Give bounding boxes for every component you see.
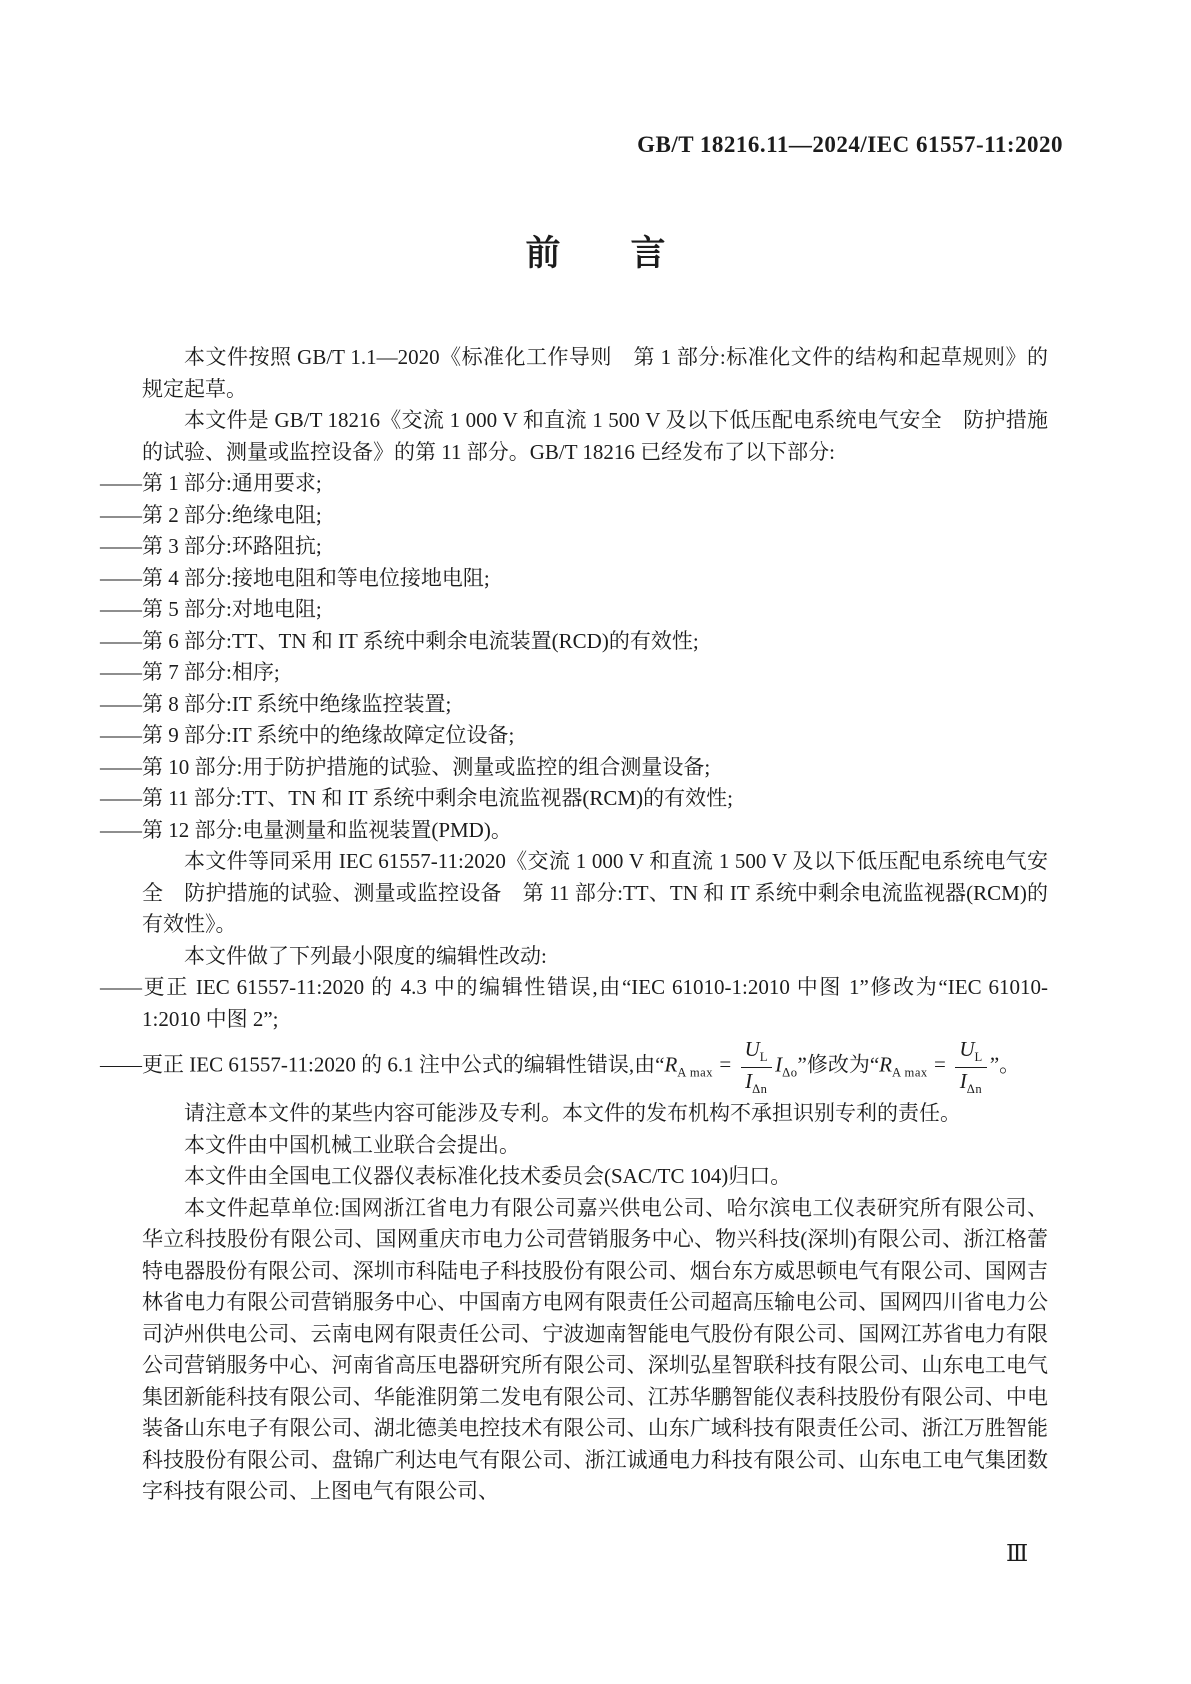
list-item-part-2: ——第 2 部分:绝缘电阻; [100,502,322,527]
list-item-part-10: ——第 10 部分:用于防护措施的试验、测量或监控的组合测量设备; [100,754,711,779]
list-item-part-3: ——第 3 部分:环路阻抗; [100,534,322,558]
edit2-text-after: ”。 [989,1052,1021,1077]
formula2-equals-sign: = [934,1052,946,1077]
page-number: Ⅲ [1006,1541,1030,1566]
paragraph-drafting-basis: 本文件按照 GB/T 1.1—2020《标准化工作导则 第 1 部分:标准化文件的结构和起草规则》的规定起草。 [142,345,1048,401]
paragraph-committee: 本文件由全国电工仪器仪表标准化技术委员会(SAC/TC 104)归口。 [184,1164,792,1189]
list-item-part-1: ——第 1 部分:通用要求; [100,471,322,495]
paragraph-edits-intro: 本文件做了下列最小限度的编辑性改动: [184,943,547,968]
formula1-denominator: $I_{\Delta n}$ [745,1068,768,1096]
formula1-fraction [741,1037,772,1096]
list-item-edit-1: ——更正 IEC 61557-11:2020 的 4.3 中的编辑性错误,由“IEC 61010-1:2010 中图 1”修改为“IEC 61010-1:2010 中图 2”; [100,975,1048,1031]
list-item-part-11: ——第 11 部分:TT、TN 和 IT 系统中剩余电流监视器(RCM)的有效性; [100,786,733,810]
paragraph-proposer: 本文件由中国机械工业联合会提出。 [184,1132,520,1157]
paragraph-drafting-organizations: 本文件起草单位:国网浙江省电力有限公司嘉兴供电公司、哈尔滨电工仪表研究所有限公司、华立科技股份有限公司、国网重庆市电力公司营销服务中心、物兴科技(深圳)有限公司、浙江格蕾特电器股份有限公司、深圳市科陆电子科技股份有限公司、烟台东方威思顿电气有限公司、国网吉林省电力有限公司营销服务中心、中国南方电网有限责任公司超高压输电公司、国网四川省电力公司泸州供电公司、云南电网有限责任公司、宁波迦南智能电气股份有限公司、国网江苏省电力有限公司营销服务中心、河南省高压电器研究所有限公司、深圳弘星智联科技有限公司、山东电工电气集团新能科技有限公司、华能淮阴第二发电有限公司、江苏华鹏智能仪表科技股份有限公司、中电装备山东电子有限公司、湖北德美电控技术有限公司、山东广域科技有限责任公司、浙江万胜智能科技股份有限公司、盘锦广利达电气有限公司、浙江诚通电力科技有限公司、山东电工电气集团数字科技有限公司、上图电气有限公司、 [142,1195,1048,1504]
list-item-part-7: ——第 7 部分:相序; [100,660,280,684]
formula2-lhs-variable: R [879,1052,892,1077]
formula1-lhs-variable: R [664,1052,678,1077]
list-item-part-5: ——第 5 部分:对地电阻; [100,597,322,621]
paragraph-series-intro: 本文件是 GB/T 18216《交流 1 000 V 和直流 1 500 V 及以下低压配电系统电气安全 防护措施的试验、测量或监控设备》的第 11 部分。GB/T 18216 已经发布了以下部分: [142,408,1048,464]
formula1-equals-sign: = [719,1052,732,1077]
edit2-text-before: 更正 IEC 61557-11:2020 的 6.1 注中公式的编辑性错误,由“ [142,1052,665,1077]
formula1-numerator: $U_L$ [741,1037,772,1068]
formula2-denominator: $I_{\Delta n}$ [959,1068,983,1096]
formula2-numerator: $U_L$ [955,1037,986,1068]
page-title: 前 言 [525,234,666,273]
paragraph-iec-adoption: 本文件等同采用 IEC 61557-11:2020《交流 1 000 V 和直流 1 500 V 及以下低压配电系统电气安全 防护措施的试验、测量或监控设备 第 11 部分:TT、TN 和 IT 系统中剩余电流监视器(RCM)的有效性》。 [142,849,1048,936]
list-item-part-6: ——第 6 部分:TT、TN 和 IT 系统中剩余电流装置(RCD)的有效性; [100,628,699,653]
edit2-dash: —— [100,1052,142,1077]
list-item-edit-2-formula [100,1035,1048,1098]
edit2-text-mid: ”修改为“ [797,1052,880,1077]
formula1-lhs-subscript: A max [677,1065,714,1080]
formula1-factor-subscript: Δo [782,1065,798,1080]
list-item-part-4: ——第 4 部分:接地电阻和等电位接地电阻; [100,565,490,590]
standard-code-header: GB/T 18216.11—2024/IEC 61557-11:2020 [637,132,1063,157]
formula2-lhs-subscript: A max [892,1065,928,1080]
paragraph-patent-notice: 请注意本文件的某些内容可能涉及专利。本文件的发布机构不承担识别专利的责任。 [184,1101,961,1126]
foreword-body [100,342,1048,1508]
list-item-part-8: ——第 8 部分:IT 系统中绝缘监控装置; [100,691,452,716]
list-item-part-12: ——第 12 部分:电量测量和监视装置(PMD)。 [100,817,512,842]
formula2-fraction [955,1037,986,1096]
list-item-part-9: ——第 9 部分:IT 系统中的绝缘故障定位设备; [100,723,515,747]
formula1-factor-variable: I [775,1052,783,1077]
